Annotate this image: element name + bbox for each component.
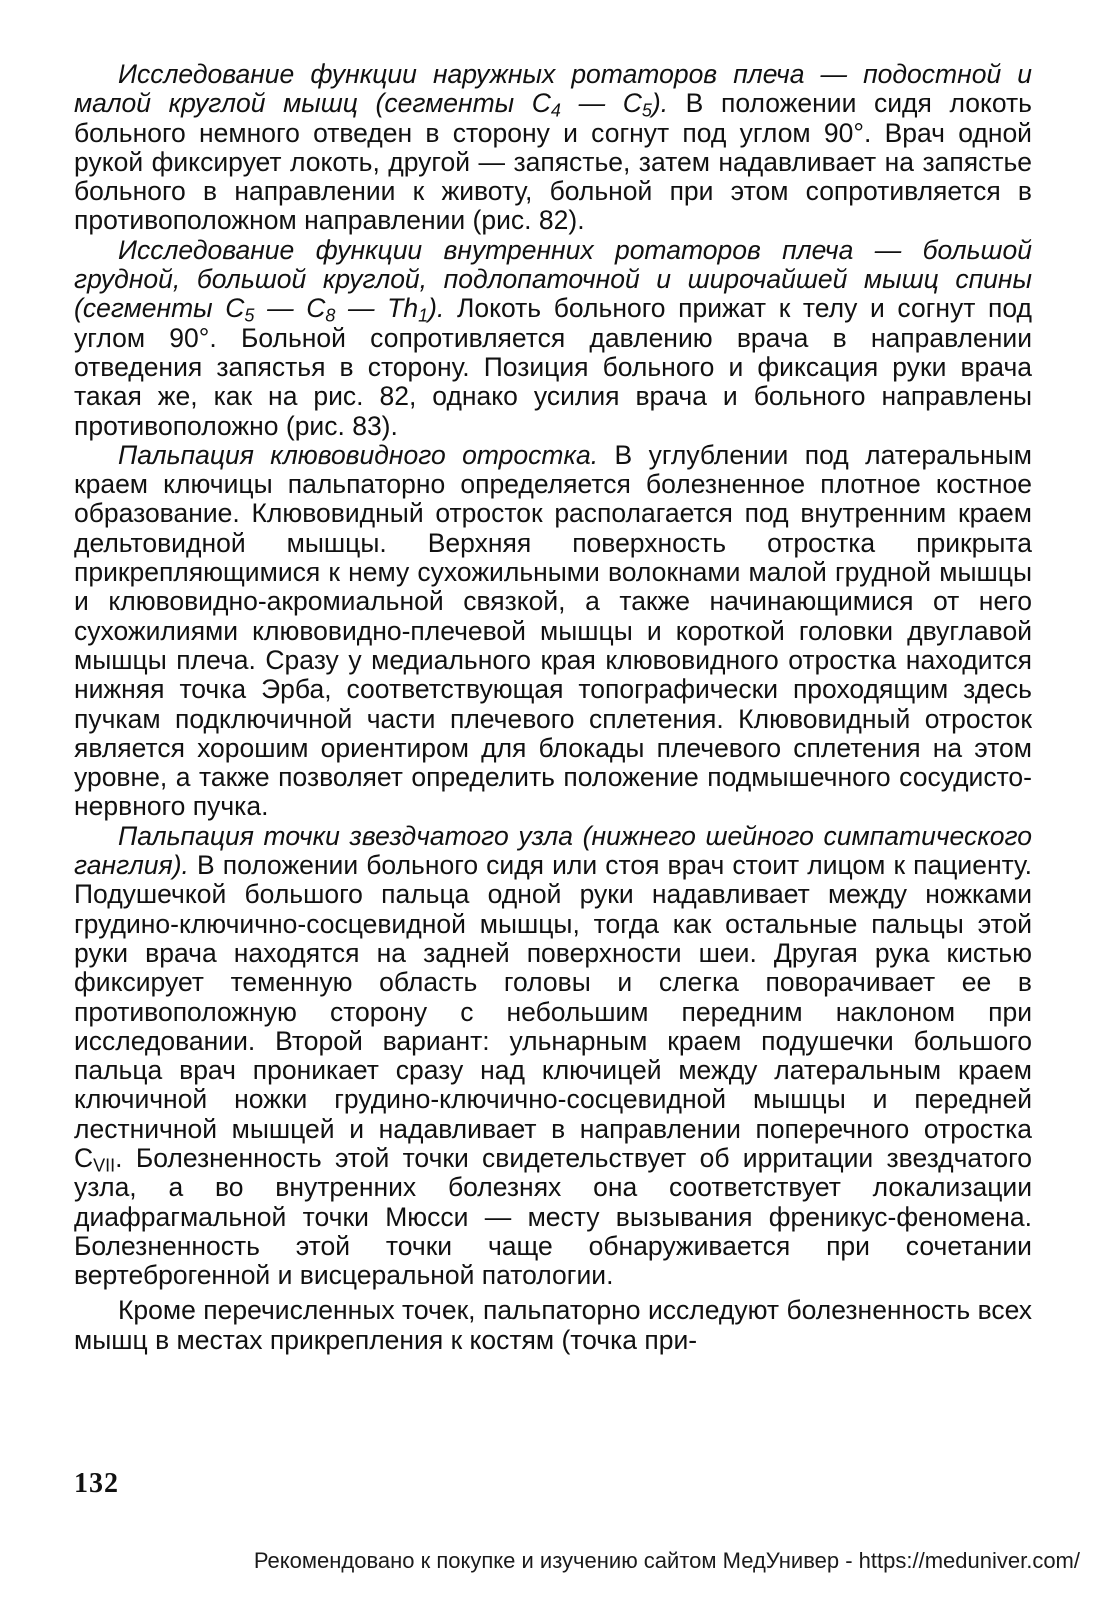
paragraph-muscle-attachments (74, 1296, 1032, 1355)
paragraph-heading: Исследование функции внутренних ротаторов плеча — большой грудной, большой круглой, подлопаточной и широчайшей мышц спины (сегменты $C_5$ — $C_8$ — $Th_1$). (74, 234, 1032, 326)
paragraph-heading: Пальпация точки звездчатого узла (нижнего шейного симпатического ганглия). (74, 820, 1032, 881)
page-text (74, 60, 1032, 1355)
paragraph-body: В углублении под латеральным краем ключицы пальпаторно определяется болезненное плотное костное образование. Клювовидный отросток располагается под внутренним краем дельтовидной мышцы. Верхняя поверхность отростка прикрыта прикрепляющимися к нему сухожильными волокнами малой грудной мышцы и клювовидно-акромиальной связкой, а также начинающимися от него сухожилиями клювовидно-плечевой мышцы и короткой головки двуглавой мышцы плеча. Сразу у медиального края клювовидного отростка находится нижняя точка Эрба, соответствующая топографически проходящим здесь пучкам подключичной части плечевого сплетения. Клювовидный отросток является хорошим ориентиром для блокады плечевого сплетения на этом уровне, а также позволяет определить положение подмышечного сосудисто-нервного пучка. (74, 439, 1032, 822)
paragraph-external-rotators (74, 60, 1032, 236)
paragraph-heading: Пальпация клювовидного отростка. (118, 439, 599, 470)
watermark-link[interactable]: Рекомендовано к покупке и изучению сайтом МедУнивер - https://meduniver.com/ (253, 1548, 1080, 1573)
paragraph-body: Кроме перечисленных точек, пальпаторно исследуют болезненность всех мышц в местах прикрепления к костям (точка при- (74, 1295, 1032, 1355)
paragraph-body: В положении сидя локоть больного немного отведен в сторону и согнут под углом 90°. Врач одной рукой фиксирует локоть, другой — запястье, затем надавливает на запястье больного в направлении к животу, больной при этом сопротивляется в противоположном направлении (рис. 82). (74, 88, 1032, 236)
page-number: 132 (74, 1468, 119, 1499)
paragraph-coracoid-process (74, 441, 1032, 822)
paragraph-heading: Исследование функции наружных ротаторов плеча — подостной и малой круглой мышц (сегменты $C_4$ — $C_5$). (74, 59, 1032, 121)
paragraph-internal-rotators (74, 236, 1032, 441)
paragraph-body: Локоть больного прижат к телу и согнут под углом 90°. Больной сопротивляется давлению врача в направлении отведения запястья в сторону. Позиция больного и фиксация руки врача такая же, как на рис. 82, однако усилия врача и больного направлены противоположно (рис. 83). (74, 293, 1032, 441)
paragraph-body: В положении больного сидя или стоя врач стоит лицом к пациенту. Подушечкой большого пальца одной руки надавливает между ножками грудино-ключично-сосцевидной мышцы, тогда как остальные пальцы этой руки врача находятся на задней поверхности шеи. Другая рука кистью фиксирует теменную область головы и слегка поворачивает ее в противоположную сторону с небольшим передним наклоном при исследовании. Второй вариант: ульнарным краем подушечки большого пальца врач проникает сразу над ключицей между латеральным краем ключичной ножки грудино-ключично-сосцевидной мышцы и передней лестничной мышцей и надавливает в направлении поперечного отростка $C_{VII}$. Болезненность этой точки свидетельствует об ирритации звездчатого узла, а во внутренних болезнях она соответствует локализации диафрагмальной точки Мюсси — месту вызывания френикус-феномена. Болезненность этой точки чаще обнаруживается при сочетании вертеброгенной и висцеральной патологии. (74, 850, 1032, 1291)
paragraph-stellate-ganglion (74, 822, 1032, 1291)
